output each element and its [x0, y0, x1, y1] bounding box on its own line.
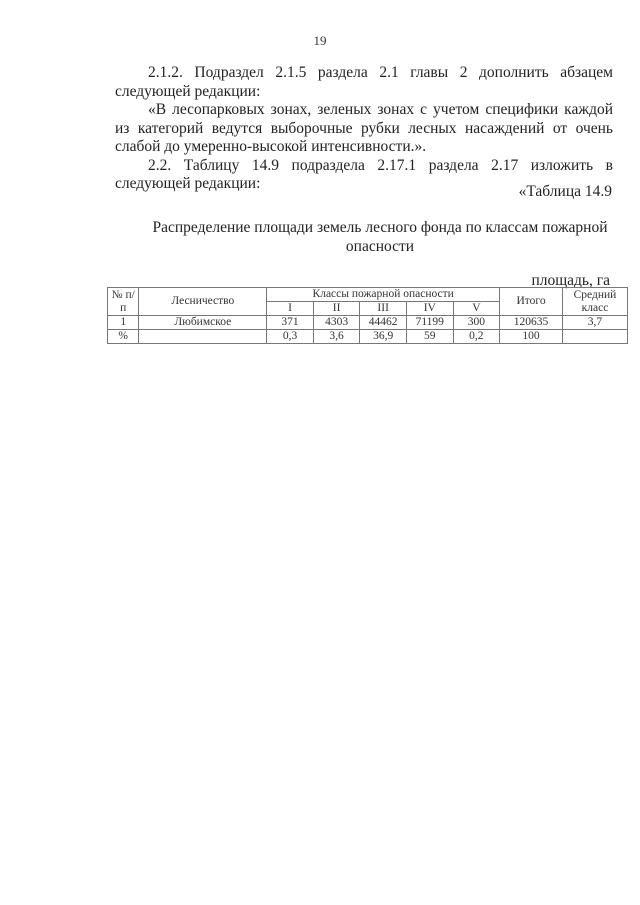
- paragraph-1: 2.1.2. Подраздел 2.1.5 раздела 2.1 главы 2 дополнить абзацем следующей редакции:: [115, 64, 613, 100]
- cell-forestry: Любимское: [139, 316, 267, 330]
- paragraph-2: «В лесопарковых зонах, зеленых зонах с учетом специфики каждой из категорий ведутся выборочные рубки лесных насаждений от очень слабой до умеренно-высокой интенсивности.».: [115, 101, 613, 155]
- cell-value: 3,6: [313, 330, 360, 344]
- table-header-row: [108, 288, 628, 302]
- paragraph-3: 2.2. Таблицу 14.9 подраздела 2.17.1 раздела 2.17 изложить в следующей редакции:: [115, 156, 613, 192]
- cell-value: 44462: [360, 316, 407, 330]
- header-class: IV: [406, 302, 453, 316]
- header-forestry: Лесничество: [139, 288, 267, 316]
- cell-average: 3,7: [562, 316, 627, 330]
- cell-total: 100: [500, 330, 563, 344]
- header-class: III: [360, 302, 407, 316]
- cell-value: 0,3: [267, 330, 314, 344]
- cell-forestry: [139, 330, 267, 344]
- cell-num: %: [108, 330, 139, 344]
- header-class: V: [453, 302, 500, 316]
- cell-total: 120635: [500, 316, 563, 330]
- header-num: № п/п: [108, 288, 139, 316]
- table-units: площадь, га: [531, 272, 610, 289]
- cell-value: 71199: [406, 316, 453, 330]
- cell-num: 1: [108, 316, 139, 330]
- table-row: [108, 316, 628, 330]
- cell-value: 0,2: [453, 330, 500, 344]
- table-label: «Таблица 14.9: [518, 183, 612, 200]
- header-class: I: [267, 302, 314, 316]
- table-row: [108, 330, 628, 344]
- cell-value: 4303: [313, 316, 360, 330]
- header-total: Итого: [500, 288, 563, 316]
- body-text: [115, 64, 613, 194]
- header-classes-group: Классы пожарной опасности: [267, 288, 500, 302]
- fire-danger-table: [107, 287, 628, 344]
- header-average: Средний класс: [562, 288, 627, 316]
- cell-value: 371: [267, 316, 314, 330]
- page-number: 19: [313, 33, 327, 48]
- cell-average: [562, 330, 627, 344]
- cell-value: 36,9: [360, 330, 407, 344]
- table-title: Распределение площади земель лесного фонда по классам пожарной опасности: [152, 219, 608, 255]
- cell-value: 59: [406, 330, 453, 344]
- header-class: II: [313, 302, 360, 316]
- cell-value: 300: [453, 316, 500, 330]
